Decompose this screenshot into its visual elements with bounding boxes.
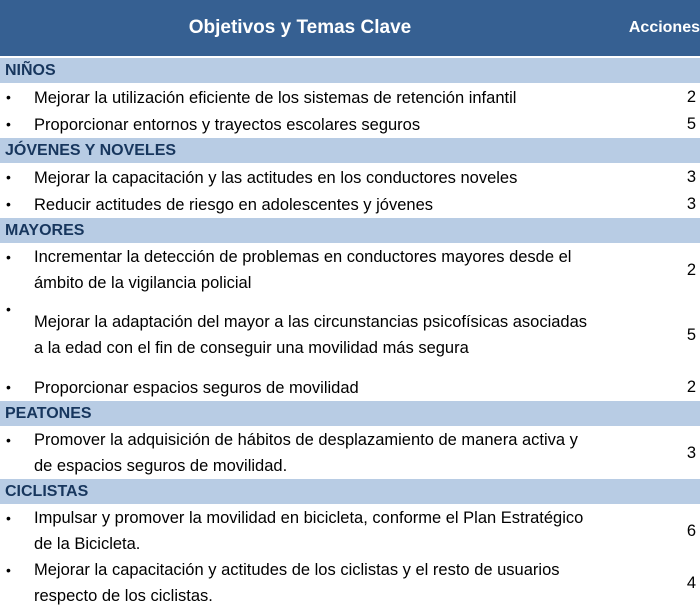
list-item bbox=[0, 557, 700, 609]
bullet-icon: • bbox=[6, 301, 11, 317]
item-text: Proporcionar espacios seguros de movilidad bbox=[34, 378, 359, 397]
item-count: 2 bbox=[686, 378, 696, 396]
header-title: Objetivos y Temas Clave bbox=[188, 17, 412, 38]
item-count: 3 bbox=[686, 195, 696, 213]
bullet-icon: • bbox=[6, 379, 11, 395]
item-text: Mejorar la utilización eficiente de los sistemas de retención infantil bbox=[34, 88, 517, 107]
list-item bbox=[0, 164, 700, 191]
section-ninos: NIÑOS bbox=[0, 58, 700, 84]
table-header bbox=[0, 0, 700, 58]
item-text: Impulsar y promover la movilidad en bicicleta, conforme el Plan Estratégico de la Bicicleta. bbox=[34, 509, 584, 553]
section-peatones: PEATONES bbox=[0, 401, 700, 427]
item-text: Mejorar la capacitación y las actitudes en los conductores noveles bbox=[34, 168, 518, 187]
item-count: 2 bbox=[686, 88, 696, 106]
section-ciclistas: CICLISTAS bbox=[0, 479, 700, 505]
item-count: 5 bbox=[686, 325, 696, 344]
list-item bbox=[0, 296, 700, 374]
list-item bbox=[0, 111, 700, 138]
bullet-icon: • bbox=[6, 510, 11, 526]
item-count: 4 bbox=[686, 573, 696, 592]
bullet-icon: • bbox=[6, 196, 11, 212]
list-item bbox=[0, 244, 700, 296]
item-count: 6 bbox=[686, 521, 696, 540]
item-text: Mejorar la adaptación del mayor a las circunstancias psicofísicas asociadas a la edad con el fin de conseguir una movilidad más segura bbox=[34, 313, 588, 357]
item-text: Proporcionar entornos y trayectos escolares seguros bbox=[34, 115, 421, 134]
item-count: 5 bbox=[686, 115, 696, 133]
item-text: Promover la adquisición de hábitos de desplazamiento de manera activa y de espacios seguros de movilidad. bbox=[34, 431, 578, 475]
item-count: 2 bbox=[686, 260, 696, 279]
header-actions: Acciones bbox=[628, 19, 700, 36]
bullet-icon: • bbox=[6, 432, 11, 448]
list-item bbox=[0, 505, 700, 557]
item-text: Incrementar la detección de problemas en conductores mayores desde el ámbito de la vigilancia policial bbox=[34, 248, 572, 292]
bullet-icon: • bbox=[6, 116, 11, 132]
section-mayores: MAYORES bbox=[0, 218, 700, 244]
list-item bbox=[0, 84, 700, 111]
bullet-icon: • bbox=[6, 89, 11, 105]
section-jovenes: JÓVENES Y NOVELES bbox=[0, 138, 700, 164]
item-text: Reducir actitudes de riesgo en adolescentes y jóvenes bbox=[34, 195, 433, 214]
list-item bbox=[0, 374, 700, 401]
bullet-icon: • bbox=[6, 249, 11, 265]
list-item bbox=[0, 191, 700, 218]
item-count: 3 bbox=[686, 168, 696, 186]
item-text: Mejorar la capacitación y actitudes de los ciclistas y el resto de usuarios respecto de los ciclistas. bbox=[34, 561, 560, 605]
bullet-icon: • bbox=[6, 562, 11, 578]
bullet-icon: • bbox=[6, 169, 11, 185]
item-count: 3 bbox=[686, 443, 696, 462]
list-item bbox=[0, 427, 700, 479]
